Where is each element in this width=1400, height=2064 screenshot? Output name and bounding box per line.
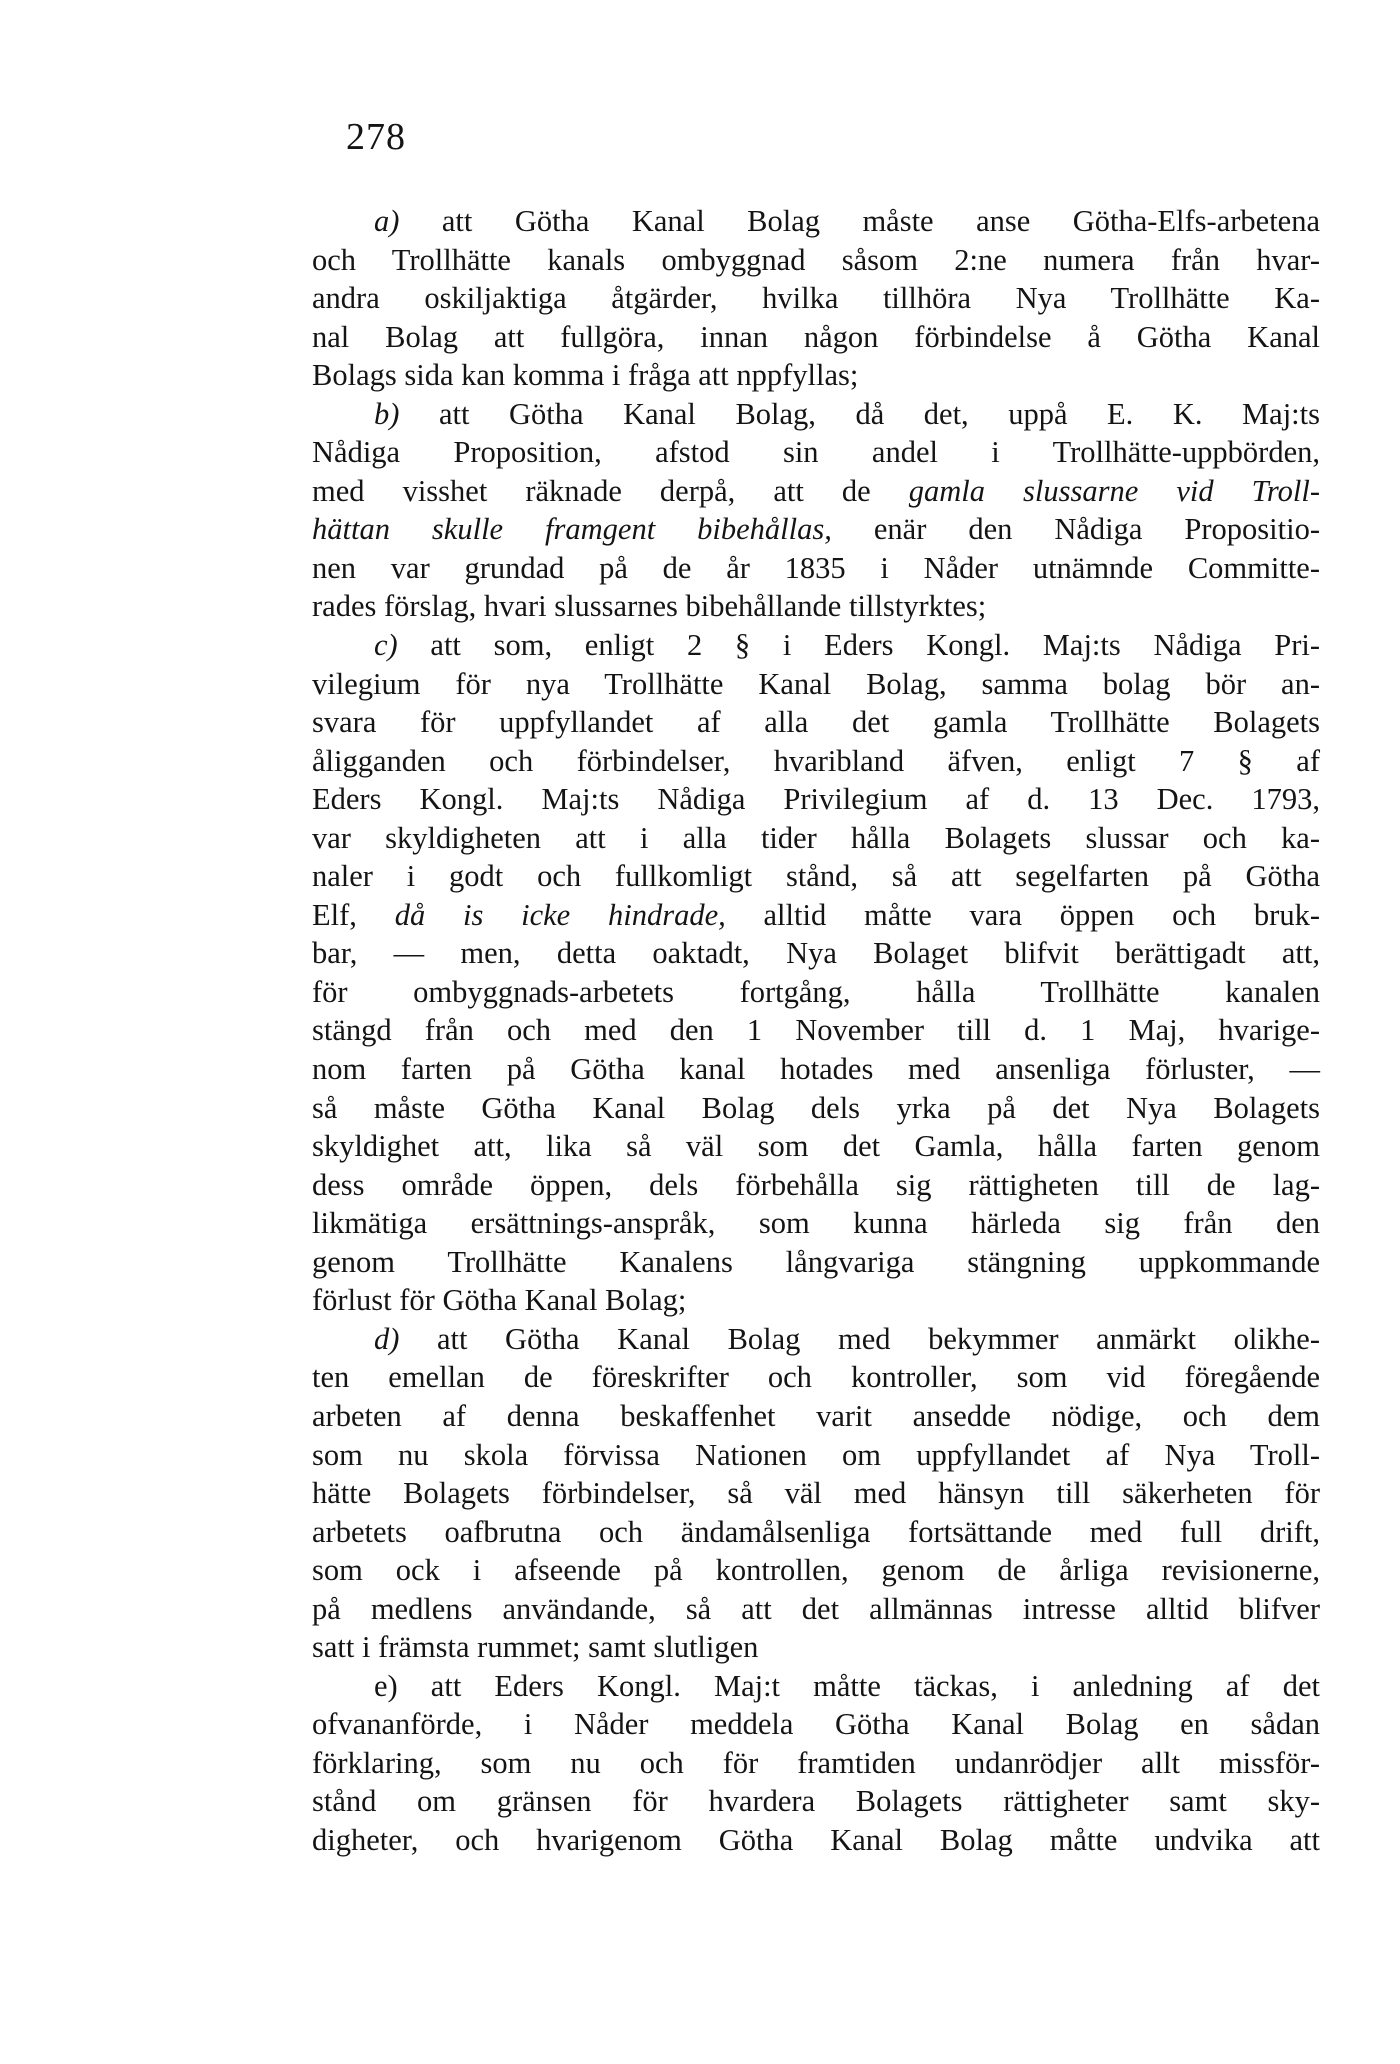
text-line [312,1782,1320,1821]
text-line [312,202,1320,241]
text-line [312,819,1320,858]
text-run: rades förslag, hvari slussarnes bibehållande tillstyrktes; [312,589,987,624]
text-line [312,1089,1320,1128]
text-run: Eders Kongl. Maj:ts Nådiga Privilegium af d. 13 Dec. 1793, [312,782,1320,817]
page-number: 278 [346,116,406,158]
text-run: nal Bolag att fullgöra, innan någon förbindelse å Götha Kanal [312,319,1320,354]
text-line [312,587,1320,626]
text-run: svara för uppfyllandet af alla det gamla Trollhätte Bolagets [312,705,1320,740]
text-run: att Götha Kanal Bolag, då det, uppå E. K. Maj:ts [399,396,1320,431]
text-line [312,934,1320,973]
text-line [312,549,1320,588]
text-run: naler i godt och fullkomligt stånd, så att segelfarten på Götha [312,859,1320,894]
text-line [312,1436,1320,1475]
text-line [312,1744,1320,1783]
text-run: satt i främsta rummet; samt slutligen [312,1630,759,1665]
text-line [312,1667,1320,1706]
text-line [312,857,1320,896]
text-run: förklaring, som nu och för framtiden undanrödjer allt missför- [312,1745,1320,1780]
text-run: med visshet räknade derpå, att de [312,473,909,508]
text-line [312,1821,1320,1860]
text-line [312,241,1320,280]
text-run: ten emellan de föreskrifter och kontroller, som vid föregående [312,1360,1320,1395]
text-line [312,1705,1320,1744]
text-line [312,395,1320,434]
text-line [312,665,1320,704]
text-run: stånd om gränsen för hvardera Bolagets rättigheter samt sky- [312,1784,1320,1819]
text-run: var skyldigheten att i alla tider hålla Bolagets slussar och ka- [312,820,1320,855]
text-line [312,1011,1320,1050]
text-line [312,626,1320,665]
text-line [312,433,1320,472]
text-line [312,318,1320,357]
text-run: på medlens användande, så att det allmännas intresse alltid blifver [312,1591,1320,1626]
text-run: Nådiga Proposition, afstod sin andel i Trollhätte-uppbörden, [312,435,1320,470]
italic-text: d) [374,1321,400,1356]
text-run: åligganden och förbindelser, hvaribland äfven, enligt 7 § af [312,743,1320,778]
text-line [312,742,1320,781]
text-line [312,973,1320,1012]
italic-text: hättan skulle framgent bibehållas, [312,512,832,547]
text-line [312,1474,1320,1513]
text-run: Bolags sida kan komma i fråga att nppfyllas; [312,358,859,393]
text-run: hätte Bolagets förbindelser, så väl med hänsyn till säkerheten för [312,1476,1320,1511]
text-run: att Götha Kanal Bolag måste anse Götha-Elfs-arbetena [399,204,1320,238]
text-run: e) att Eders Kongl. Maj:t måtte täckas, i anledning af det [374,1668,1320,1703]
text-line [312,472,1320,511]
text-run: genom Trollhätte Kanalens långvariga stängning uppkommande [312,1244,1320,1279]
text-line [312,510,1320,549]
text-line [312,780,1320,819]
italic-text: då is icke hindrade, [394,897,726,932]
text-run: förlust för Götha Kanal Bolag; [312,1283,687,1318]
text-run: skyldighet att, lika så väl som det Gamla, hålla farten genom [312,1129,1320,1164]
text-run: nom farten på Götha kanal hotades med ansenliga förluster, — [312,1052,1320,1087]
text-run: att Götha Kanal Bolag med bekymmer anmärkt olikhe- [399,1321,1320,1356]
text-run: att som, enligt 2 § i Eders Kongl. Maj:ts Nådiga Pri- [397,628,1320,663]
text-line [312,703,1320,742]
text-run: alltid måtte vara öppen och bruk- [725,897,1320,932]
italic-text: gamla slussarne vid Troll- [908,473,1321,508]
text-run: vilegium för nya Trollhätte Kanal Bolag, samma bolag bör an- [312,666,1320,701]
text-line [312,1397,1320,1436]
text-run: andra oskiljaktiga åtgärder, hvilka tillhöra Nya Trollhätte Ka- [312,281,1320,316]
italic-text: c) [374,628,398,663]
text-run: så måste Götha Kanal Bolag dels yrka på det Nya Bolagets [312,1090,1320,1125]
text-line [312,1320,1320,1359]
text-run: arbeten af denna beskaffenhet varit ansedde nödige, och dem [312,1398,1320,1433]
text-run: enär den Nådiga Propositio- [831,512,1320,547]
text-run: digheter, och hvarigenom Götha Kanal Bolag måtte undvika att [312,1822,1320,1857]
text-line [312,1551,1320,1590]
text-line [312,1358,1320,1397]
text-line [312,1050,1320,1089]
italic-text: a) [374,204,400,238]
text-run: för ombyggnads-arbetets fortgång, hålla Trollhätte kanalen [312,974,1320,1009]
text-line [312,1628,1320,1667]
text-line [312,896,1320,935]
text-run: som ock i afseende på kontrollen, genom de årliga revisionerne, [312,1553,1320,1588]
text-run: nen var grundad på de år 1835 i Nåder utnämnde Committe- [312,550,1320,585]
text-line [312,356,1320,395]
text-line [312,1243,1320,1282]
italic-text: b) [374,396,400,431]
text-line [312,1127,1320,1166]
text-line [312,1513,1320,1552]
text-run: Elf, [312,897,395,932]
text-run: dess område öppen, dels förbehålla sig rättigheten till de lag- [312,1167,1320,1202]
text-line [312,1204,1320,1243]
text-line [312,1590,1320,1629]
text-run: arbetets oafbrutna och ändamålsenliga fortsättande med full drift, [312,1514,1320,1549]
text-run: likmätiga ersättnings-anspråk, som kunna härleda sig från den [312,1206,1320,1241]
body-text [312,202,1320,1860]
text-line [312,279,1320,318]
text-run: och Trollhätte kanals ombyggnad såsom 2:ne numera från hvar- [312,242,1320,277]
text-run: stängd från och med den 1 November till d. 1 Maj, hvarige- [312,1013,1320,1048]
text-run: ofvananförde, i Nåder meddela Götha Kanal Bolag en sådan [312,1707,1320,1742]
text-line [312,1166,1320,1205]
text-run: bar, — men, detta oaktadt, Nya Bolaget blifvit berättigadt att, [312,936,1320,971]
text-line [312,1281,1320,1320]
text-run: som nu skola förvissa Nationen om uppfyllandet af Nya Troll- [312,1437,1320,1472]
